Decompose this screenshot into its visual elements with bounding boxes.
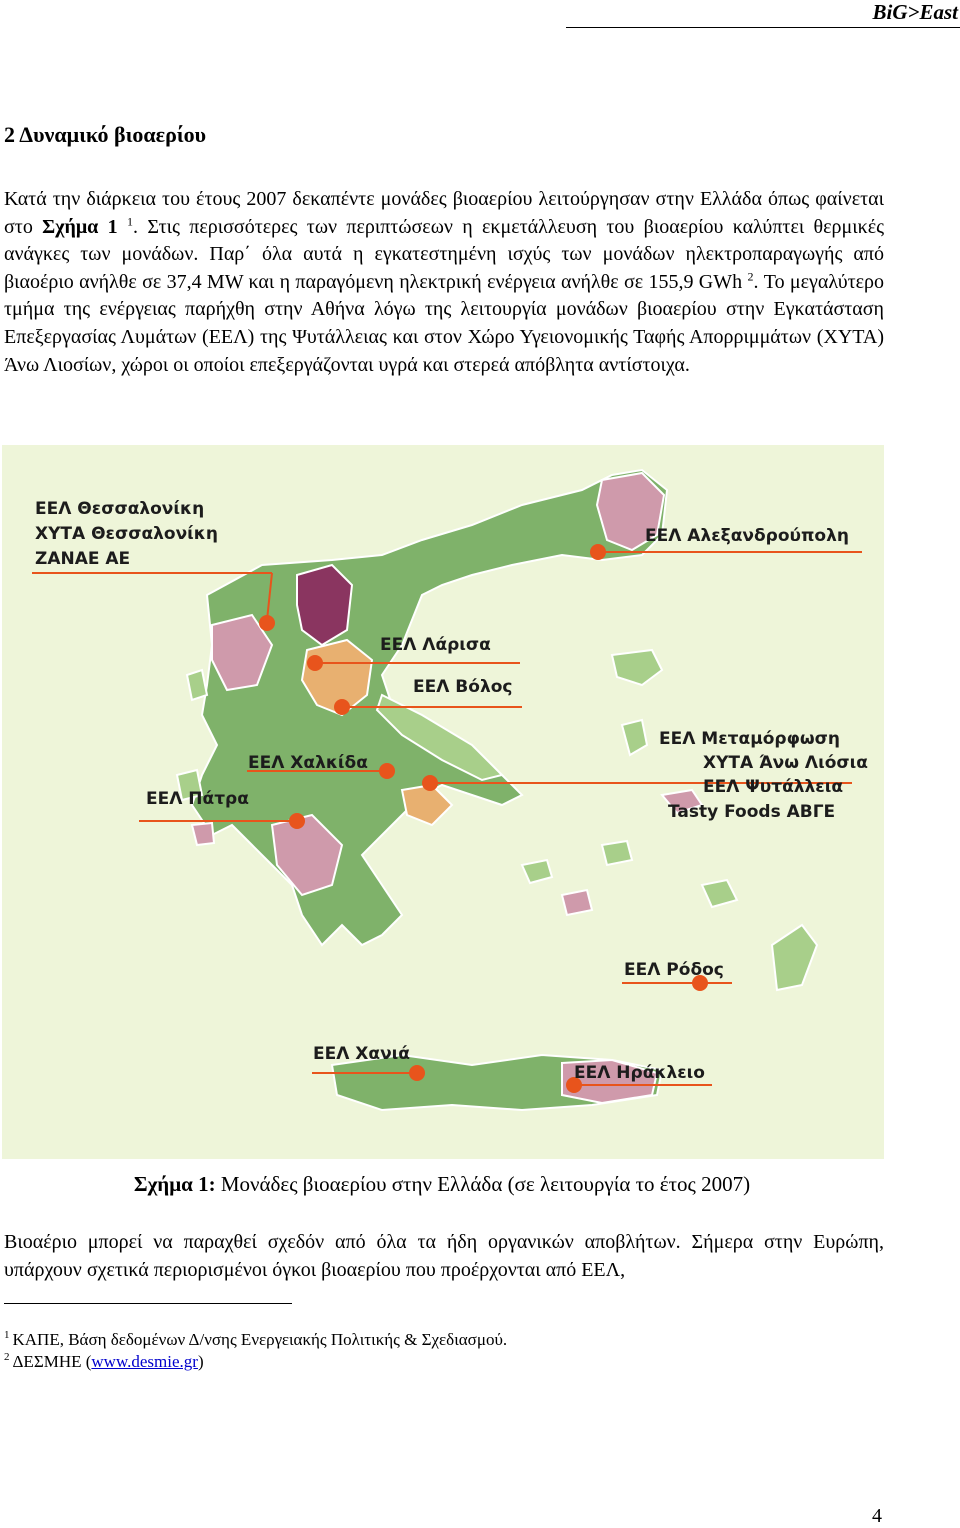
- label-patra: ΕΕΛ Πάτρα: [146, 789, 249, 809]
- footnote-ref-2[interactable]: 2: [747, 269, 754, 284]
- caption-text: Μονάδες βιοαερίου στην Ελλάδα (σε λειτουργία το έτος 2007): [215, 1172, 751, 1196]
- footnote-ref-1[interactable]: 1: [127, 213, 134, 228]
- caption-label: Σχήμα 1:: [133, 1172, 216, 1196]
- footnote-text: ): [197, 1352, 204, 1371]
- running-title: BiG>East: [872, 0, 958, 24]
- cyclades-island-3: [602, 841, 632, 865]
- label-athens-3: ΕΕΛ Ψυτάλλεια: [703, 777, 844, 797]
- cyclades-island-2: [562, 890, 592, 915]
- label-athens-4: Tasty Foods ΑΒΓΕ: [668, 802, 836, 822]
- label-athens-2: ΧΥΤΑ Άνω Λιόσια: [703, 753, 868, 773]
- body-paragraph-1: [4, 186, 884, 379]
- label-thessaloniki-3: ΖΑΝΑΕ ΑΕ: [35, 549, 131, 569]
- footnote-1: [4, 1330, 507, 1350]
- desmie-link[interactable]: www.desmie.gr: [91, 1352, 198, 1371]
- zakynthos-island: [192, 823, 214, 845]
- paragraph-text: Κατά την διάρκεια του έτους 2007 δεκαπέντε μονάδες βιοαερίου λειτούργησαν στην Ελλάδα όπως φαίνεται στο: [4, 188, 884, 238]
- label-irakleio: ΕΕΛ Ηράκλειο: [574, 1063, 705, 1083]
- paragraph-text: . Το μεγαλύτερο τμήμα της ενέργειας παρήχθη στην Αθήνα λόγω της λειτουργία μονάδων βιοαερίου στην Εγκατάσταση Επεξεργασίας Λυμάτων (ΕΕΛ) της Ψυτάλλειας και στον Χώρο Υγειονομικής Ταφής Απορριμμάτων (ΧΥΤΑ) Άνω Λιοσίων, χώροι οι οποίοι επεξεργάζονται υγρά και στερεά απόβλητα αντίστοιχα.: [4, 270, 885, 376]
- label-chania: ΕΕΛ Χανιά: [313, 1044, 410, 1064]
- footnote-number: 2: [4, 1351, 10, 1364]
- figure-caption: [0, 1172, 884, 1197]
- section-title: 2 Δυναμικό βιοαερίου: [4, 122, 207, 147]
- footnote-2: [4, 1352, 204, 1372]
- page-number: 4: [872, 1505, 882, 1527]
- label-alexandroupoli: ΕΕΛ Αλεξανδρούπολη: [645, 526, 849, 546]
- greece-biogas-map: [2, 445, 884, 1159]
- label-volos: ΕΕΛ Βόλος: [413, 677, 513, 697]
- body-paragraph-2: Βιοαέριο μπορεί να παραχθεί σχεδόν από όλα τα ήδη οργανικών αποβλήτων. Σήμερα στην Ευρώπη, υπάρχουν σχετικά περιορισμένοι όγκοι βιοαερίου που προέρχονται από ΕΕΛ,: [4, 1231, 884, 1281]
- footnote-separator: [4, 1303, 292, 1304]
- footnote-text: ΔΕΣΜΗΕ (: [12, 1352, 92, 1371]
- label-thessaloniki-1: ΕΕΛ Θεσσαλονίκη: [35, 499, 205, 519]
- label-rodos: ΕΕΛ Ρόδος: [624, 960, 724, 980]
- paragraph-text: . Στις περισσότερες των περιπτώσεων η εκμετάλλευση του βιοαερίου καλύπτει θερμικές ανάγκες των μονάδων. Παρ΄ όλα αυτά η εγκατεστημένη ισχύς των μονάδων ηλεκτροπαραγωγής από βιαοέριο ανήλθε σε 37,4 MW και η παραγόμενη ηλεκτρική ενέργεια ανήλθε σε 155,9 GWh: [4, 215, 885, 293]
- header-rule: [566, 27, 960, 28]
- footnote-number: 1: [4, 1329, 10, 1342]
- label-thessaloniki-2: ΧΥΤΑ Θεσσαλονίκη: [35, 524, 218, 544]
- footnote-text: ΚΑΠΕ, Βάση δεδομένων Δ/νσης Ενεργειακής Πολιτικής & Σχεδιασμού.: [12, 1330, 508, 1349]
- figure-reference: Σχήμα 1: [42, 215, 118, 238]
- label-larisa: ΕΕΛ Λάρισα: [380, 635, 491, 655]
- label-athens-1: ΕΕΛ Μεταμόρφωση: [659, 729, 840, 749]
- macedonia-region: [297, 565, 352, 645]
- page-header: [0, 0, 960, 30]
- label-chalkida: ΕΕΛ Χαλκίδα: [248, 753, 368, 773]
